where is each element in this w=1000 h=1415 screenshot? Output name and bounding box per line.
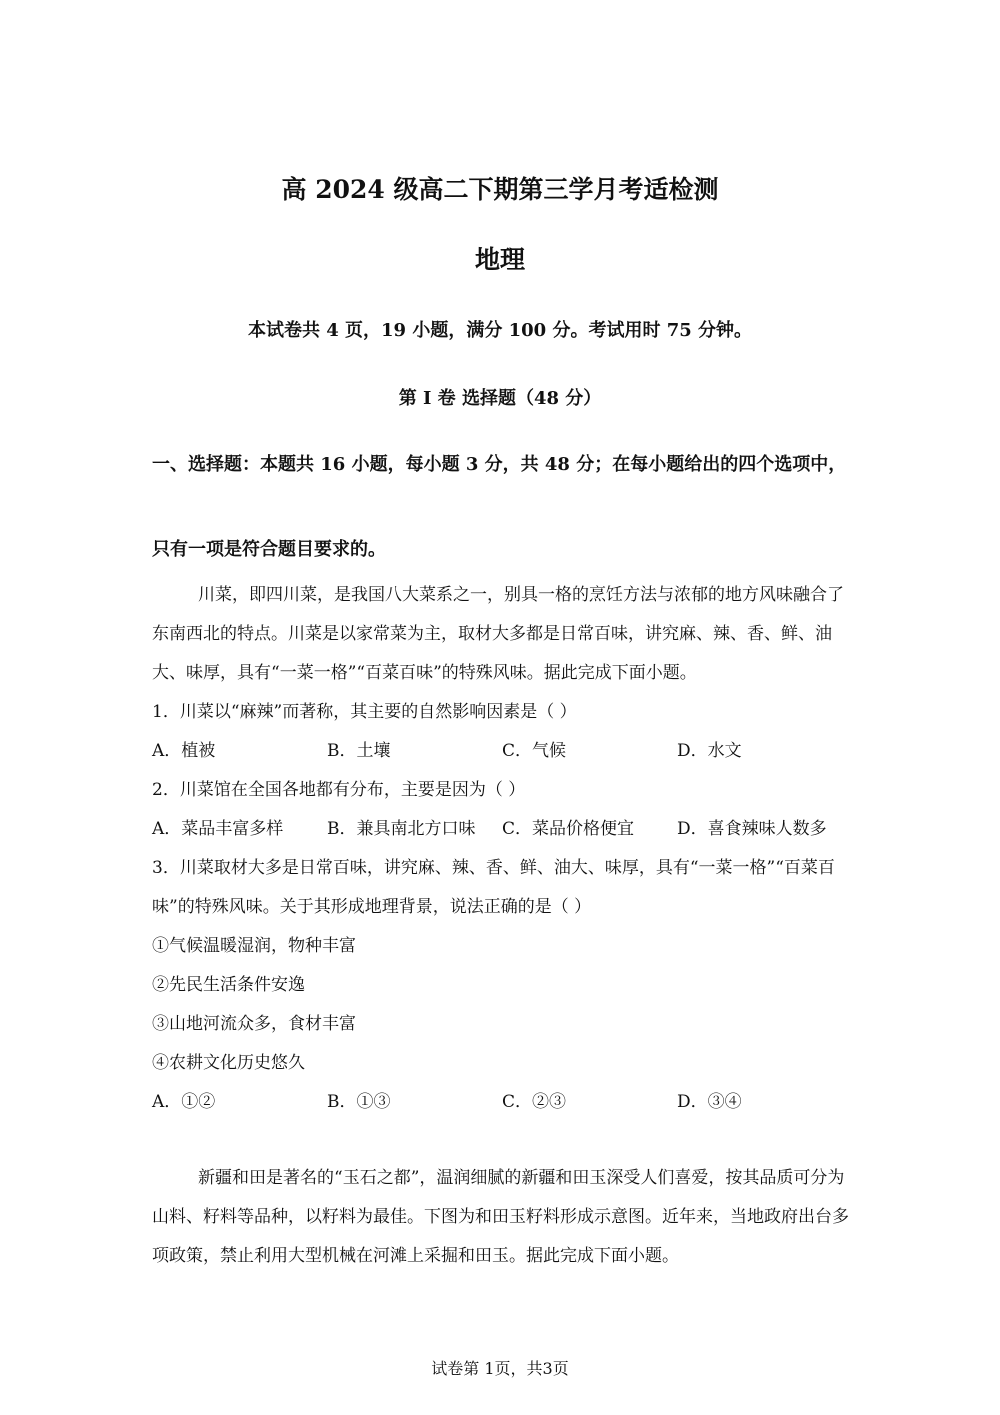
option-b: B．土壤: [327, 741, 391, 761]
option-a: A．①②: [152, 1092, 216, 1112]
part-heading: 第 I 卷 选择题（48 分）: [398, 388, 602, 409]
option-d: D．③④: [677, 1092, 742, 1112]
passage-sichuan-cuisine: 川菜，即四川菜，是我国八大菜系之一，别具一格的烹饪方法与浓郁的地方风味融合了东南西北的特点。川菜是以家常菜为主，取材大多都是日常百味，讲究麻、辣、香、鲜、油大、味厚，具有“一菜一格”“百菜百味”的特殊风味。据此完成下面小题。: [152, 585, 844, 683]
option-d: D．喜食辣味人数多: [677, 819, 827, 839]
option-c: C．气候: [502, 741, 567, 761]
section-heading: 一、选择题：本题共 16 小题，每小题 3 分，共 48 分；在每小题给出的四个选项中，只有一项是符合题目要求的。: [152, 454, 847, 560]
option-row: [152, 732, 852, 771]
passage-hetian-jade: 新疆和田是著名的“玉石之都”，温润细腻的新疆和田玉深受人们喜爱，按其品质可分为山料、籽料等品种，以籽料为最佳。下图为和田玉籽料形成示意图。近年来，当地政府出台多项政策，禁止利用大型机械在河滩上采掘和田玉。据此完成下面小题。: [152, 1168, 849, 1266]
exam-title: 高 2024 级高二下期第三学月考适检测: [281, 175, 719, 204]
question-stem: 1．川菜以“麻辣”而著称，其主要的自然影响因素是（ ）: [152, 702, 577, 722]
statement-2: ②先民生活条件安逸: [152, 975, 305, 995]
question-stem: 2．川菜馆在全国各地都有分布，主要是因为（ ）: [152, 780, 526, 800]
statement-1: ①气候温暖湿润，物种丰富: [152, 936, 356, 956]
option-a: A．植被: [152, 741, 216, 761]
option-c: C．②③: [502, 1092, 567, 1112]
exam-info: 本试卷共 4 页，19 小题，满分 100 分。考试用时 75 分钟。: [247, 320, 753, 341]
option-row: [152, 810, 852, 849]
page-footer: 试卷第 1页，共3页: [431, 1359, 569, 1378]
question-stem: 3．川菜取材大多是日常百味，讲究麻、辣、香、鲜、油大、味厚，具有“一菜一格”“百菜百味”的特殊风味。关于其形成地理背景，说法正确的是（ ）: [152, 858, 835, 917]
option-c: C．菜品价格便宜: [502, 819, 635, 839]
question-2: [152, 771, 852, 849]
subject-title: 地理: [474, 245, 525, 274]
question-1: [152, 693, 852, 771]
option-a: A．菜品丰富多样: [152, 819, 284, 839]
option-b: B．①③: [327, 1092, 391, 1112]
option-d: D．水文: [677, 741, 742, 761]
question-3: [152, 849, 852, 1122]
option-b: B．兼具南北方口味: [327, 819, 476, 839]
statement-4: ④农耕文化历史悠久: [152, 1053, 305, 1073]
option-row: [152, 1083, 852, 1122]
statement-3: ③山地河流众多，食材丰富: [152, 1014, 356, 1034]
